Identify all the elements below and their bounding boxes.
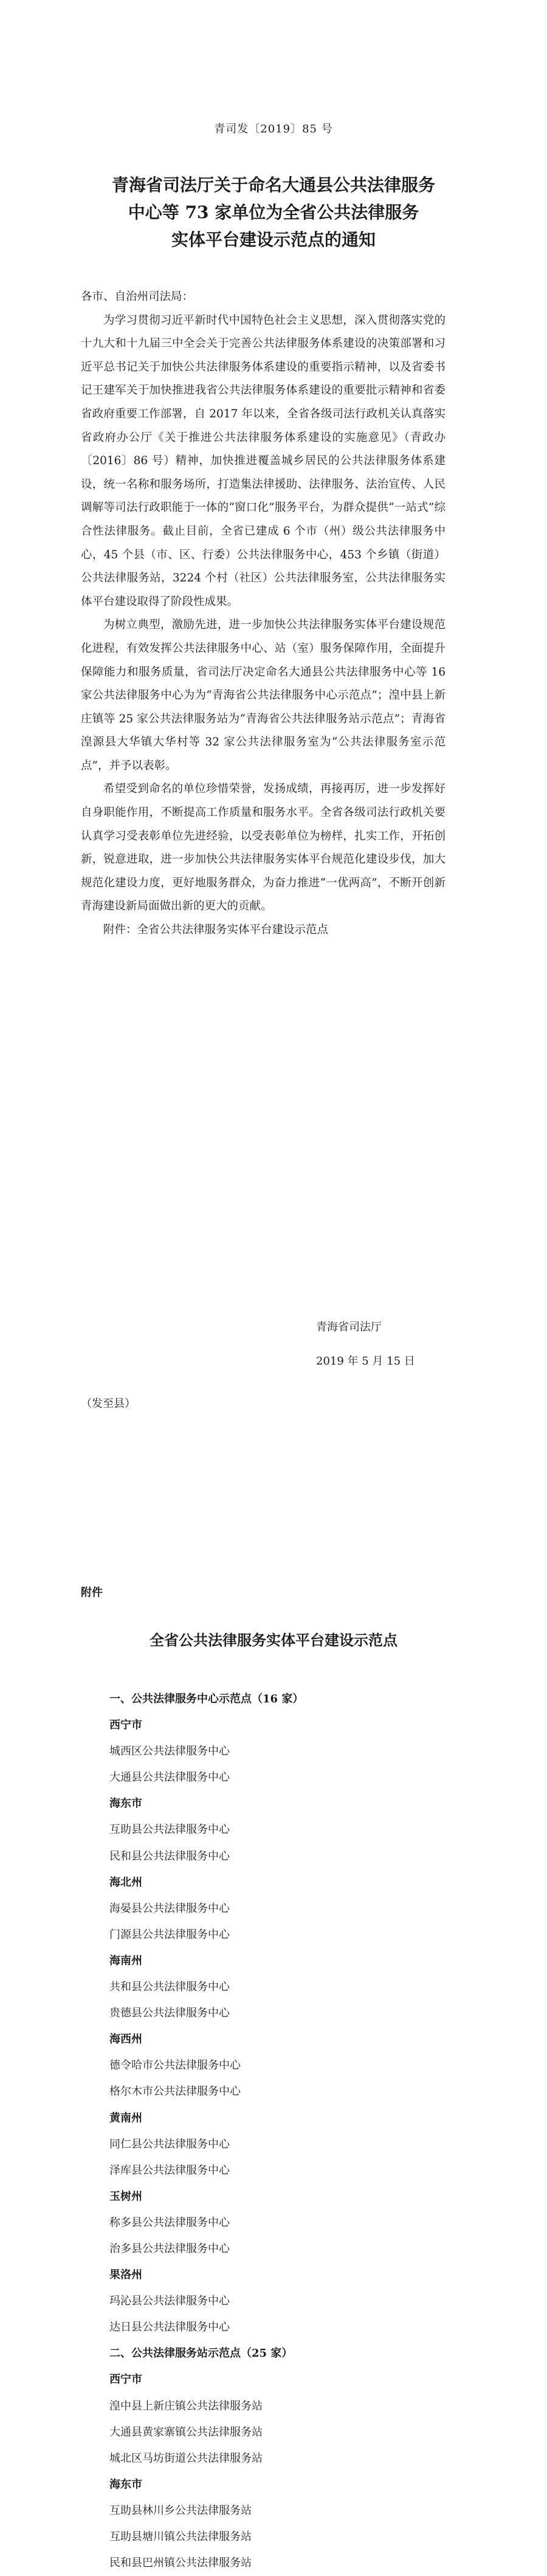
list-item: 互助县公共法律服务中心 xyxy=(109,1823,230,1837)
list-item: 门源县公共法律服务中心 xyxy=(109,1928,230,1941)
list-section-heading: 一、公共法律服务中心示范点（16 家） xyxy=(109,1693,304,1705)
list-item: 德令哈市公共法律服务中心 xyxy=(109,2059,241,2072)
attachment-note: 附件：全省公共法律服务实体平台建设示范点 xyxy=(103,923,329,937)
body-paragraph: 为树立典型，激励先进，进一步加快公共法律服务实体平台建设规范化进程，有效发挥公共法律服务中心、站（室）服务保障作用，全面提升保障能力和服务质量，省司法厅决定命名大通县公共法律服务中心等 16 家公共法律服务中心为为“青海省公共法律服务中心示范点”；湟中县上新庄镇等 25 家公共法律服务站为“青海省公共法律服务站示范点”；青海省湟源县大华镇大华村等 32 家公共法律服务室为“公共法律服务室示范点”，并予以表彰。 xyxy=(81,618,446,772)
body-paragraph: 希望受到命名的单位珍惜荣誉，发扬成绩，再接再厉，进一步发挥好自身职能作用，不断提高工作质量和服务水平。全省各级司法行政机关要认真学习受表彰单位先进经验，以受表彰单位为榜样，扎实工作，开拓创新，锐意进取，进一步加快公共法律服务实体平台规范化建设步伐，加大规范化建设力度，更好地服务群众，为奋力推进“一优两高”，不断开创新青海建设新局面做出新的更大的贡献。 xyxy=(81,783,446,913)
list-item: 城北区马坊街道公共法律服务站 xyxy=(109,2451,263,2465)
document-title xyxy=(0,171,547,253)
list-item: 互助县塘川镇公共法律服务站 xyxy=(109,2530,252,2543)
addressee: 各市、自治州司法局： xyxy=(81,290,194,303)
list-item: 互助县林川乡公共法律服务站 xyxy=(109,2504,252,2517)
list-item: 城西区公共法律服务中心 xyxy=(109,1745,230,1758)
attachment-label: 附件 xyxy=(81,1586,103,1599)
list-item: 大通县公共法律服务中心 xyxy=(109,1771,230,1784)
body-paragraph: 为学习贯彻习近平新时代中国特色社会主义思想，深入贯彻落实党的十九大和十九届三中全会关于完善公共法律服务体系建设的决策部署和习近平总书记关于加快公共法律服务体系建设的重要指示精神，以及省委书记王建军关于加快推进我省公共法律服务体系建设的重要批示精神和省委省政府重要工作部署，自 2017 年以来，全省各级司法行政机关认真落实省政府办公厅《关于推进公共法律服务体系建设的实施意见》（青政办〔2016〕86 号）精神，加快推进覆盖城乡居民的公共法律服务体系建设，统一名称和服务场所，打造集法律援助、法律服务、法治宣传、人民调解等司法行政职能于一体的“窗口化”服务平台，为群众提供“一站式”综合性法律服务。截止目前，全省已建成 6 个市（州）级公共法律服务中心，45 个县（市、区、行委）公共法律服务中心，453 个乡镇（街道）公共法律服务站，3224 个村（社区）公共法律服务室，公共法律服务实体平台建设取得了阶段性成果。 xyxy=(81,313,446,608)
list-item: 海晏县公共法律服务中心 xyxy=(109,1902,230,1915)
list-item: 湟中县上新庄镇公共法律服务站 xyxy=(109,2399,263,2413)
distribution-note: （发至县） xyxy=(81,1397,136,1410)
list-item: 治多县公共法律服务中心 xyxy=(109,2242,230,2255)
attachment-list xyxy=(109,1686,474,2576)
title-line: 青海省司法厅关于命名大通县公共法律服务 xyxy=(111,175,435,195)
list-region-heading: 果洛州 xyxy=(109,2269,142,2282)
signature-organization: 青海省司法厅 xyxy=(316,1321,382,1334)
list-item: 共和县公共法律服务中心 xyxy=(109,1981,230,1994)
list-item: 民和县巴州镇公共法律服务站 xyxy=(109,2557,252,2570)
list-region-heading: 玉树州 xyxy=(109,2190,142,2203)
title-line: 实体平台建设示范点的通知 xyxy=(171,230,376,250)
list-region-heading: 海南州 xyxy=(109,1954,142,1967)
list-item: 称多县公共法律服务中心 xyxy=(109,2216,230,2229)
list-item: 玛沁县公共法律服务中心 xyxy=(109,2295,230,2308)
list-item: 格尔木市公共法律服务中心 xyxy=(109,2085,241,2098)
list-item: 达日县公共法律服务中心 xyxy=(109,2321,230,2334)
list-item: 贵德县公共法律服务中心 xyxy=(109,2007,230,2020)
list-section-heading: 二、公共法律服务站示范点（25 家） xyxy=(109,2347,293,2360)
list-item: 大通县黄家寨镇公共法律服务站 xyxy=(109,2425,263,2439)
list-region-heading: 海东市 xyxy=(109,2478,142,2491)
list-item: 同仁县公共法律服务中心 xyxy=(109,2137,230,2151)
signature-date: 2019 年 5 月 15 日 xyxy=(316,1355,415,1368)
list-region-heading: 海北州 xyxy=(109,1875,142,1889)
attachment-title: 全省公共法律服务实体平台建设示范点 xyxy=(150,1631,397,1649)
list-region-heading: 黄南州 xyxy=(109,2111,142,2125)
letter-body xyxy=(81,286,446,942)
document-number: 青司发〔2019〕85 号 xyxy=(214,123,333,135)
list-region-heading: 西宁市 xyxy=(109,2373,142,2386)
list-region-heading: 海西州 xyxy=(109,2033,142,2046)
title-line: 中心等 73 家单位为全省公共法律服务 xyxy=(128,202,419,222)
list-region-heading: 西宁市 xyxy=(109,1719,142,1732)
list-item: 民和县公共法律服务中心 xyxy=(109,1849,230,1863)
list-item: 泽库县公共法律服务中心 xyxy=(109,2163,230,2177)
list-region-heading: 海东市 xyxy=(109,1797,142,1810)
